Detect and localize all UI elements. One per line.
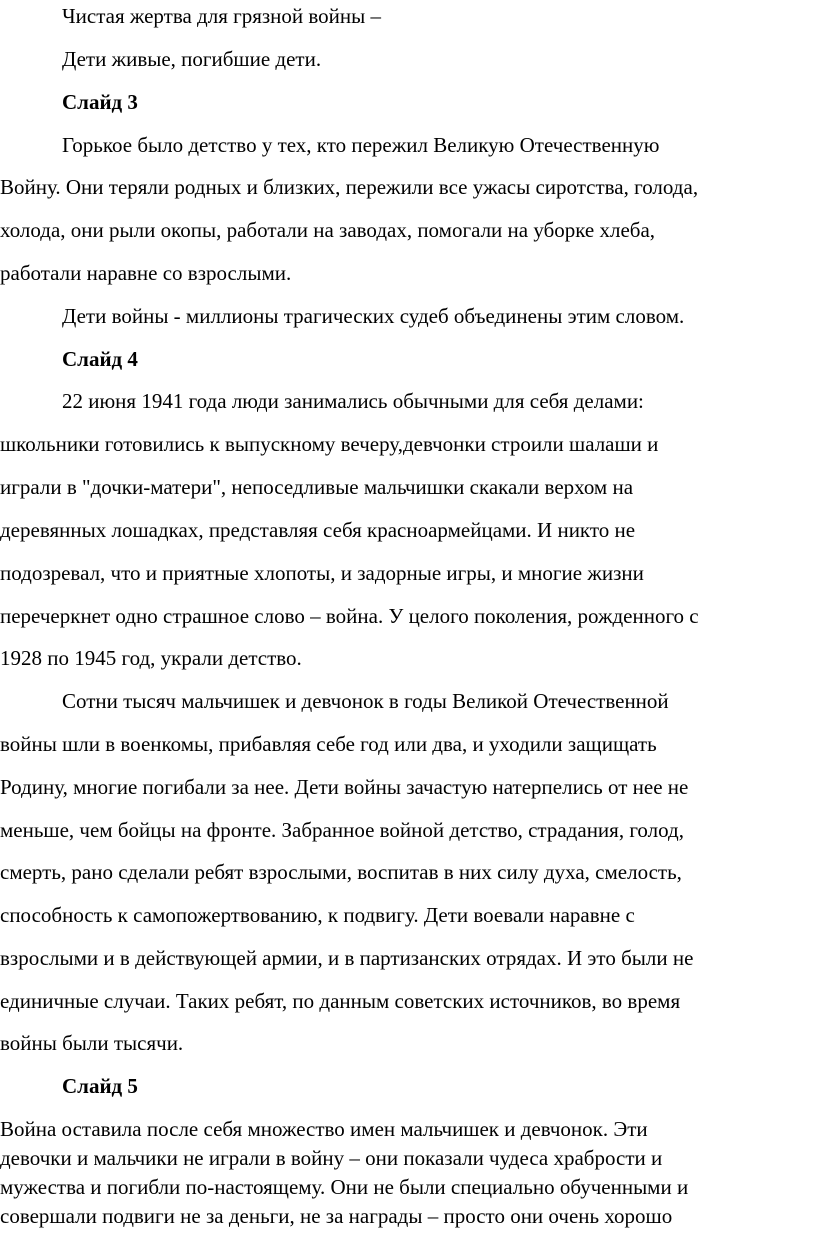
paragraph-line: войны были тысячи. — [0, 1031, 184, 1055]
paragraph-line: деревянных лошадках, представляя себя красноармейцами. И никто не — [0, 518, 636, 542]
paragraph-line: работали наравне со взрослыми. — [0, 261, 292, 285]
paragraph-line: школьники готовились к выпускному вечеру,девчонки строили шалаши и — [0, 432, 659, 456]
slide-3-heading: Слайд 3 — [62, 90, 138, 114]
paragraph-line: играли в "дочки-матери", непоседливые мальчишки скакали верхом на — [0, 475, 634, 499]
paragraph-line: войны шли в военкомы, прибавляя себе год или два, и уходили защищать — [0, 732, 657, 756]
paragraph-line: Война оставила после себя множество имен мальчишек и девчонок. Эти — [0, 1117, 648, 1141]
paragraph-line: взрослыми и в действующей армии, и в партизанских отрядах. И это были не — [0, 946, 694, 970]
paragraph-line: перечеркнет одно страшное слово – война. У целого поколения, рожденного с — [0, 604, 699, 628]
paragraph-line: Горькое было детство у тех, кто пережил Великую Отечественную — [62, 133, 660, 157]
slide-4-heading: Слайд 4 — [62, 347, 138, 371]
paragraph-line: холода, они рыли окопы, работали на заводах, помогали на уборке хлеба, — [0, 218, 656, 242]
verse-line-1: Чистая жертва для грязной войны – — [62, 4, 382, 28]
paragraph-line: Дети войны - миллионы трагических судеб объединены этим словом. — [62, 304, 685, 328]
paragraph-line: 1928 по 1945 год, украли детство. — [0, 646, 302, 670]
paragraph-line: единичные случаи. Таких ребят, по данным советских источников, во время — [0, 989, 681, 1013]
paragraph-line: Родину, многие погибали за нее. Дети войны зачастую натерпелись от нее не — [0, 775, 689, 799]
paragraph-line: Сотни тысяч мальчишек и девчонок в годы Великой Отечественной — [62, 689, 669, 713]
paragraph-line: девочки и мальчики не играли в войну – они показали чудеса храбрости и — [0, 1146, 663, 1170]
slide-5-heading: Слайд 5 — [62, 1074, 138, 1098]
paragraph-line: мужества и погибли по-настоящему. Они не были специально обученными и — [0, 1175, 689, 1199]
paragraph-line: 22 июня 1941 года люди занимались обычными для себя делами: — [62, 389, 644, 413]
paragraph-line: смерть, рано сделали ребят взрослыми, воспитав в них силу духа, смелость, — [0, 860, 682, 884]
paragraph-line: способность к самопожертвованию, к подвигу. Дети воевали наравне с — [0, 903, 635, 927]
paragraph-line: подозревал, что и приятные хлопоты, и задорные игры, и многие жизни — [0, 561, 644, 585]
paragraph-line: совершали подвиги не за деньги, не за награды – просто они очень хорошо — [0, 1204, 673, 1228]
paragraph-line: Войну. Они теряли родных и близких, пережили все ужасы сиротства, голода, — [0, 175, 699, 199]
paragraph-line: меньше, чем бойцы на фронте. Забранное войной детство, страдания, голод, — [0, 818, 684, 842]
verse-line-2: Дети живые, погибшие дети. — [62, 47, 322, 71]
